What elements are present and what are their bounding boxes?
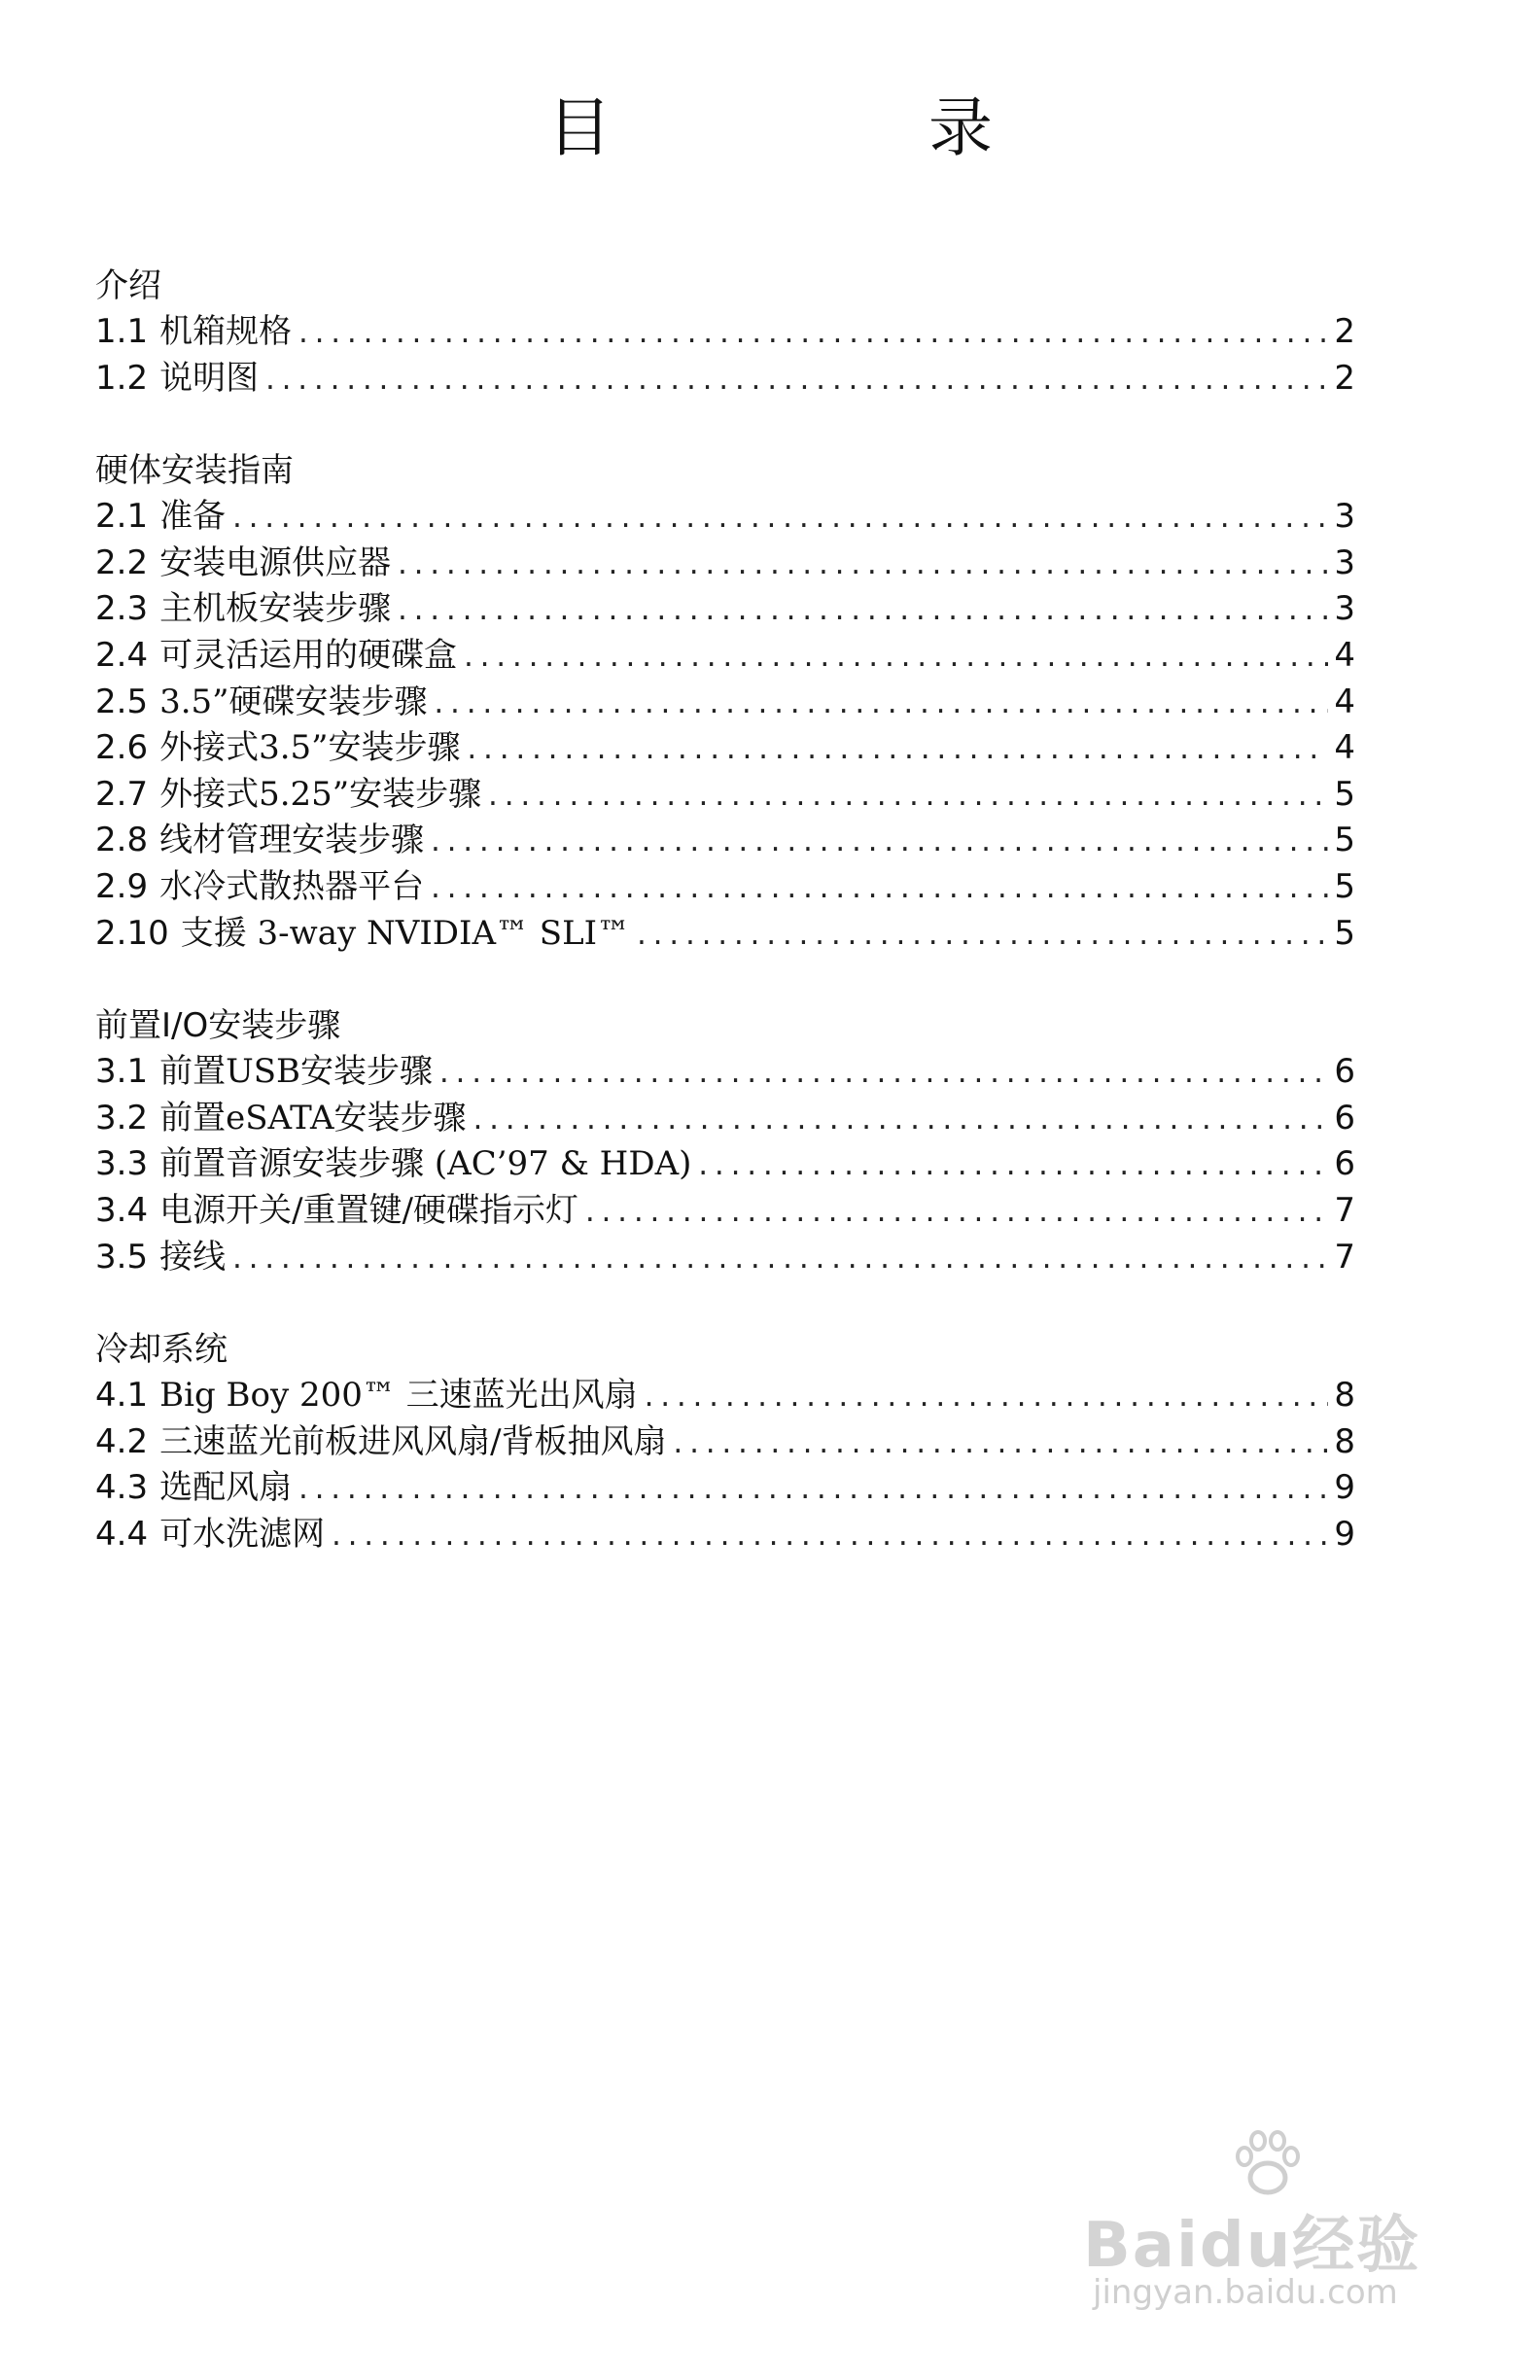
dot-leader bbox=[262, 359, 1328, 405]
entry-page-number: 4 bbox=[1334, 728, 1355, 768]
toc-entry[interactable] bbox=[95, 911, 1355, 958]
entry-number: 2.4 bbox=[95, 635, 149, 675]
dot-leader bbox=[437, 1052, 1328, 1099]
toc-entry[interactable] bbox=[95, 1188, 1355, 1235]
entry-title: 说明图 bbox=[159, 358, 260, 398]
table-of-contents bbox=[95, 262, 1355, 1603]
dot-leader bbox=[485, 775, 1328, 822]
entry-page-number: 6 bbox=[1334, 1144, 1355, 1184]
entry-number: 4.1 bbox=[95, 1376, 149, 1416]
entry-page-number: 3 bbox=[1334, 497, 1355, 537]
entry-title: Big Boy 200™ 三速蓝光出风扇 bbox=[159, 1376, 638, 1416]
entry-number: 2.6 bbox=[95, 728, 149, 768]
entry-number: 3.4 bbox=[95, 1190, 149, 1230]
entry-page-number: 2 bbox=[1334, 358, 1355, 398]
entry-title: 选配风扇 bbox=[159, 1468, 293, 1508]
entry-number: 2.7 bbox=[95, 774, 149, 814]
dot-leader bbox=[432, 682, 1328, 729]
entry-number: 2.5 bbox=[95, 682, 149, 721]
entry-page-number: 5 bbox=[1334, 913, 1355, 953]
entry-page-number: 7 bbox=[1334, 1237, 1355, 1277]
toc-section-hardware bbox=[95, 447, 1355, 957]
entry-number: 2.10 bbox=[95, 913, 169, 953]
dot-leader bbox=[461, 636, 1328, 682]
toc-entry[interactable] bbox=[95, 356, 1355, 402]
section-heading: 介绍 bbox=[95, 266, 161, 305]
entry-title: 三速蓝光前板进风风扇/背板抽风扇 bbox=[159, 1421, 667, 1461]
toc-entry[interactable] bbox=[95, 818, 1355, 864]
section-heading: 冷却系统 bbox=[95, 1330, 228, 1370]
entry-page-number: 4 bbox=[1334, 682, 1355, 721]
entry-title: 支援 3-way NVIDIA™ SLI™ bbox=[180, 913, 631, 953]
entry-number: 2.3 bbox=[95, 589, 149, 629]
entry-title: 线材管理安装步骤 bbox=[159, 821, 425, 860]
entry-title: 外接式3.5”安装步骤 bbox=[159, 728, 461, 768]
dot-leader bbox=[296, 1468, 1328, 1515]
toc-entry[interactable] bbox=[95, 494, 1355, 541]
entry-title: 准备 bbox=[159, 497, 227, 537]
entry-title: 机箱规格 bbox=[159, 312, 293, 351]
toc-entry[interactable] bbox=[95, 633, 1355, 680]
entry-number: 3.2 bbox=[95, 1098, 149, 1138]
entry-number: 4.2 bbox=[95, 1421, 149, 1461]
entry-page-number: 7 bbox=[1334, 1190, 1355, 1230]
entry-title: 主机板安装步骤 bbox=[159, 589, 392, 629]
entry-number: 3.5 bbox=[95, 1237, 149, 1277]
entry-page-number: 3 bbox=[1334, 589, 1355, 629]
toc-entry[interactable] bbox=[95, 1373, 1355, 1419]
dot-leader bbox=[471, 1099, 1328, 1145]
dot-leader bbox=[329, 1515, 1328, 1561]
entry-page-number: 3 bbox=[1334, 542, 1355, 582]
entry-number: 4.3 bbox=[95, 1468, 149, 1508]
dot-leader bbox=[465, 728, 1328, 775]
toc-entry[interactable] bbox=[95, 1465, 1355, 1512]
dot-leader bbox=[671, 1422, 1328, 1469]
entry-title: 接线 bbox=[159, 1237, 227, 1277]
watermark-url: jingyan.baidu.com bbox=[1093, 2273, 1398, 2312]
entry-page-number: 9 bbox=[1334, 1468, 1355, 1508]
dot-leader bbox=[582, 1191, 1328, 1238]
entry-title: 安装电源供应器 bbox=[159, 542, 392, 582]
entry-page-number: 8 bbox=[1334, 1376, 1355, 1416]
entry-title: 可水洗滤网 bbox=[159, 1514, 326, 1554]
toc-entry[interactable] bbox=[95, 541, 1355, 587]
entry-page-number: 2 bbox=[1334, 312, 1355, 351]
page-title: 目 录 bbox=[547, 90, 1119, 165]
baidu-jingyan-watermark bbox=[1083, 2127, 1433, 2322]
toc-entry[interactable] bbox=[95, 309, 1355, 356]
toc-entry[interactable] bbox=[95, 772, 1355, 819]
entry-number: 4.4 bbox=[95, 1514, 149, 1554]
dot-leader bbox=[428, 821, 1328, 867]
dot-leader bbox=[634, 914, 1328, 961]
toc-section-intro bbox=[95, 262, 1355, 402]
toc-entry[interactable] bbox=[95, 1049, 1355, 1096]
toc-entry[interactable] bbox=[95, 864, 1355, 911]
entry-number: 1.1 bbox=[95, 312, 149, 351]
toc-entry[interactable] bbox=[95, 586, 1355, 633]
entry-number: 2.8 bbox=[95, 821, 149, 860]
entry-number: 1.2 bbox=[95, 358, 149, 398]
dot-leader bbox=[296, 312, 1328, 359]
entry-number: 2.2 bbox=[95, 542, 149, 582]
toc-section-cooling bbox=[95, 1326, 1355, 1558]
entry-page-number: 6 bbox=[1334, 1098, 1355, 1138]
entry-page-number: 4 bbox=[1334, 635, 1355, 675]
toc-entry[interactable] bbox=[95, 680, 1355, 726]
entry-title: 可灵活运用的硬碟盒 bbox=[159, 635, 458, 675]
watermark-logo: Baidu经验 bbox=[1083, 2210, 1421, 2282]
entry-title: 3.5”硬碟安装步骤 bbox=[159, 682, 428, 721]
toc-entry[interactable] bbox=[95, 725, 1355, 772]
entry-page-number: 9 bbox=[1334, 1514, 1355, 1554]
toc-entry[interactable] bbox=[95, 1096, 1355, 1142]
entry-page-number: 8 bbox=[1334, 1421, 1355, 1461]
entry-title: 外接式5.25”安装步骤 bbox=[159, 774, 482, 814]
dot-leader bbox=[695, 1144, 1328, 1191]
toc-entry[interactable] bbox=[95, 1141, 1355, 1188]
entry-title: 电源开关/重置键/硬碟指示灯 bbox=[159, 1190, 578, 1230]
entry-page-number: 5 bbox=[1334, 774, 1355, 814]
section-heading: 前置I/O安装步骤 bbox=[95, 1006, 341, 1046]
dot-leader bbox=[229, 497, 1328, 543]
entry-title: 水冷式散热器平台 bbox=[159, 866, 425, 906]
entry-title: 前置音源安装步骤 (AC’97 & HDA) bbox=[159, 1144, 692, 1184]
entry-page-number: 5 bbox=[1334, 821, 1355, 860]
dot-leader bbox=[395, 589, 1328, 636]
dot-leader bbox=[428, 867, 1328, 914]
toc-section-front-io bbox=[95, 1002, 1355, 1280]
entry-number: 3.1 bbox=[95, 1052, 149, 1092]
entry-title: 前置USB安装步骤 bbox=[159, 1052, 434, 1092]
entry-page-number: 5 bbox=[1334, 866, 1355, 906]
section-heading: 硬体安装指南 bbox=[95, 451, 294, 491]
entry-number: 2.1 bbox=[95, 497, 149, 537]
toc-entry[interactable] bbox=[95, 1512, 1355, 1558]
toc-entry[interactable] bbox=[95, 1419, 1355, 1466]
toc-entry[interactable] bbox=[95, 1235, 1355, 1281]
paw-icon bbox=[1229, 2127, 1307, 2205]
dot-leader bbox=[642, 1376, 1328, 1422]
entry-number: 2.9 bbox=[95, 866, 149, 906]
entry-page-number: 6 bbox=[1334, 1052, 1355, 1092]
dot-leader bbox=[229, 1238, 1328, 1284]
dot-leader bbox=[395, 543, 1328, 590]
entry-number: 3.3 bbox=[95, 1144, 149, 1184]
entry-title: 前置eSATA安装步骤 bbox=[159, 1098, 467, 1138]
